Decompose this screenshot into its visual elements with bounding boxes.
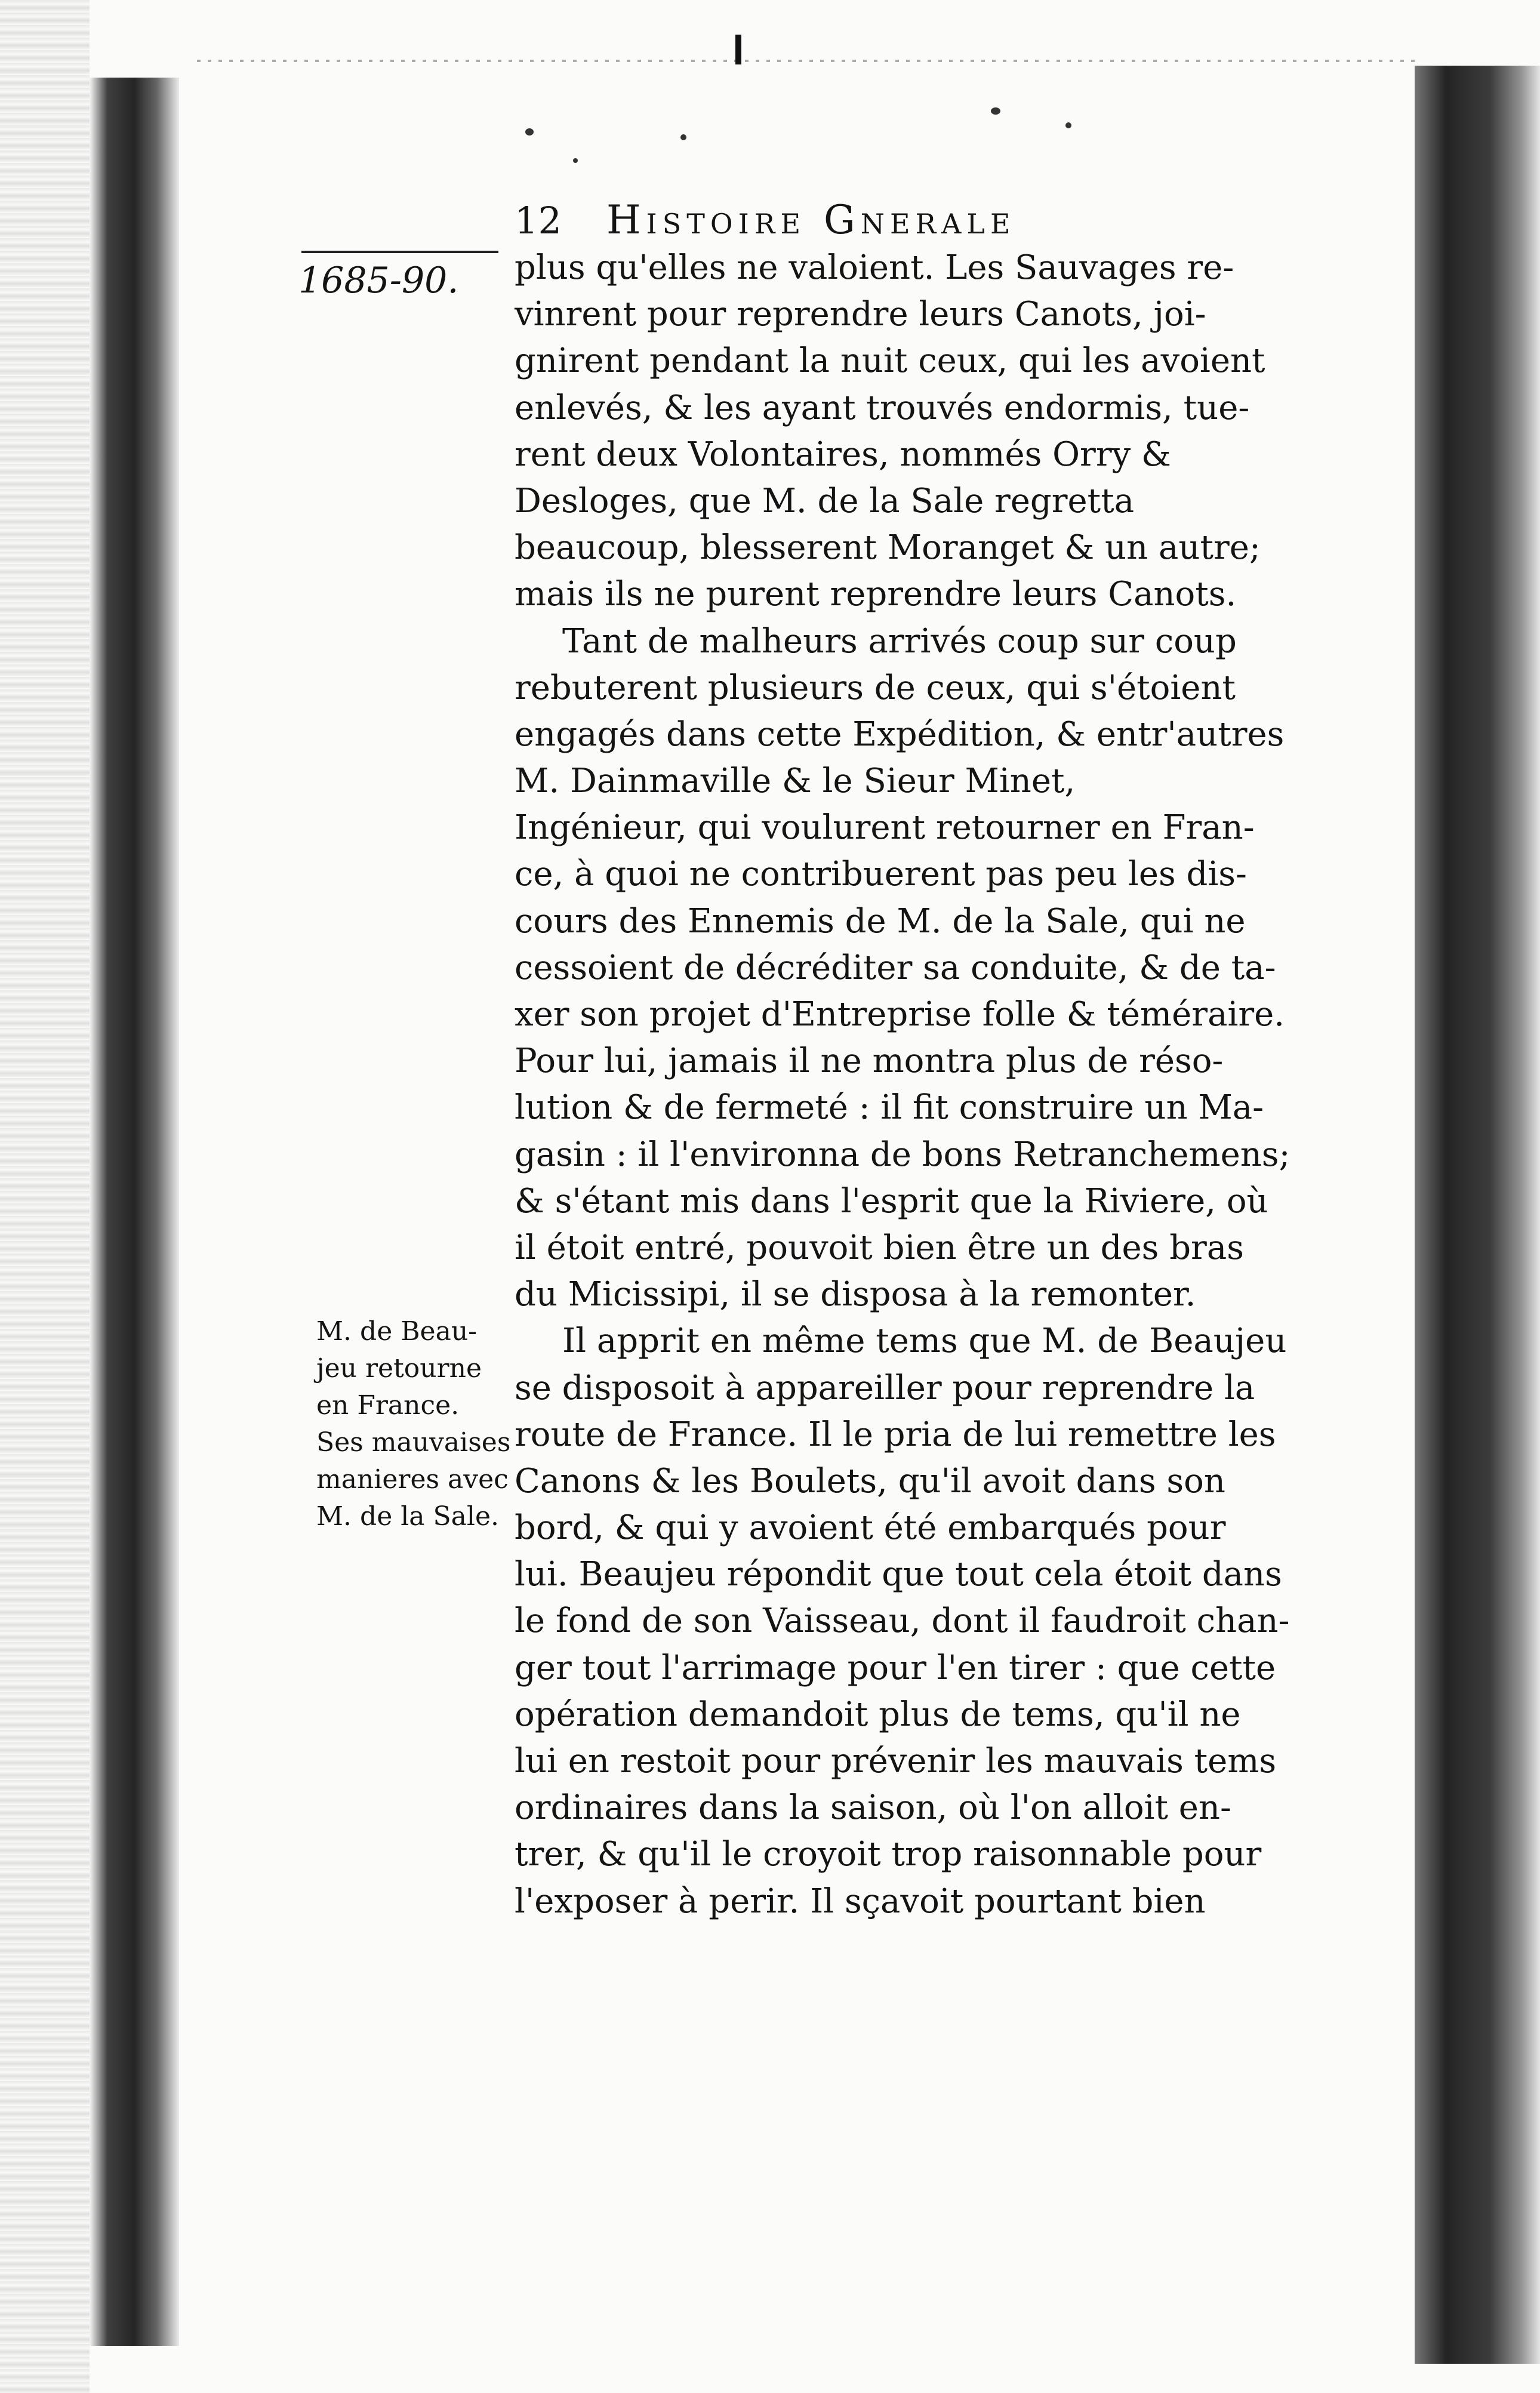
top-scan-mark bbox=[735, 35, 741, 64]
ink-speck bbox=[680, 134, 686, 140]
text-line: Canons & les Boulets, qu'il avoit dans son bbox=[515, 1461, 1225, 1501]
sidenote-line: M. de Beau- bbox=[316, 1316, 478, 1347]
left-scan-fringe bbox=[0, 0, 90, 2393]
sidenote-line: Ses mauvaises bbox=[316, 1427, 511, 1458]
margin-date: 1685-90. bbox=[298, 260, 459, 301]
ink-speck bbox=[525, 128, 534, 135]
top-scan-border bbox=[197, 60, 1415, 62]
text-line: & s'étant mis dans l'esprit que la Riviere, où bbox=[515, 1181, 1268, 1221]
text-line: ger tout l'arrimage pour l'en tirer : que cette bbox=[515, 1648, 1276, 1687]
text-line: Pour lui, jamais il ne montra plus de réso- bbox=[515, 1042, 1224, 1081]
text-line: engagés dans cette Expédition, & entr'autres bbox=[515, 714, 1285, 754]
ink-speck bbox=[991, 107, 1000, 115]
text-line: gasin : il l'environna de bons Retranchemens; bbox=[515, 1135, 1290, 1174]
body-text bbox=[515, 245, 1338, 1925]
text-line: bord, & qui y avoient été embarqués pour bbox=[515, 1508, 1226, 1548]
sidenote-line: jeu retourne bbox=[316, 1353, 482, 1384]
text-line: rebuterent plusieurs de ceux, qui s'étoient bbox=[515, 668, 1236, 707]
text-line: trer, & qu'il le croyoit trop raisonnable pour bbox=[515, 1835, 1262, 1874]
text-line: beaucoup, blesserent Moranget & un autre; bbox=[515, 528, 1261, 568]
text-line: vinrent pour reprendre leurs Canots, joi- bbox=[515, 295, 1206, 334]
ink-speck bbox=[573, 158, 578, 163]
left-binding-shadow bbox=[90, 78, 179, 2346]
text-line: xer son projet d'Entreprise folle & téméraire. bbox=[515, 995, 1285, 1034]
text-line: se disposoit à appareiller pour reprendre la bbox=[515, 1368, 1255, 1408]
text-line: du Micissipi, il se disposa à la remonter. bbox=[515, 1275, 1196, 1314]
sidenote-line: en France. bbox=[316, 1390, 460, 1421]
text-line: ordinaires dans la saison, où l'on alloit en- bbox=[515, 1788, 1231, 1828]
paragraph-first-line: Il apprit en même tems que M. de Beaujeu bbox=[562, 1322, 1287, 1361]
text-line: opération demandoit plus de tems, qu'il ne bbox=[515, 1695, 1241, 1734]
text-line: lution & de fermeté : il fit construire un Ma- bbox=[515, 1088, 1264, 1128]
text-line: lui. Beaujeu répondit que tout cela étoit dans bbox=[515, 1555, 1282, 1594]
text-line: enlevés, & les ayant trouvés endormis, tue- bbox=[515, 388, 1250, 427]
text-line: route de France. Il le pria de lui remettre les bbox=[515, 1415, 1276, 1454]
text-line: rent deux Volontaires, nommés Orry & bbox=[515, 435, 1171, 474]
margin-sidenote bbox=[316, 1313, 513, 1535]
ink-speck bbox=[1065, 122, 1071, 128]
right-page-edge-shadow bbox=[1415, 66, 1540, 2364]
sidenote-line: manieres avec bbox=[316, 1464, 509, 1495]
sidenote-line: M. de la Sale. bbox=[316, 1501, 499, 1532]
margin-date-rule bbox=[301, 251, 498, 253]
text-line: gnirent pendant la nuit ceux, qui les avoient bbox=[515, 341, 1265, 381]
text-line: mais ils ne purent reprendre leurs Canots. bbox=[515, 575, 1237, 614]
page-number: 12 bbox=[515, 199, 562, 242]
text-line: lui en restoit pour prévenir les mauvais tems bbox=[515, 1742, 1277, 1781]
text-line: M. Dainmaville & le Sieur Minet, bbox=[515, 762, 1076, 801]
running-title: Histoire Gnerale bbox=[606, 197, 1016, 243]
text-line: il étoit entré, pouvoit bien être un des bras bbox=[515, 1228, 1244, 1267]
text-line: ce, à quoi ne contribuerent pas peu les dis- bbox=[515, 855, 1247, 894]
text-line: l'exposer à perir. Il sçavoit pourtant bien bbox=[515, 1881, 1206, 1921]
text-line: cessoient de décréditer sa conduite, & de ta- bbox=[515, 948, 1276, 987]
text-line: plus qu'elles ne valoient. Les Sauvages re- bbox=[515, 248, 1234, 287]
paragraph-first-line: Tant de malheurs arrivés coup sur coup bbox=[562, 621, 1237, 661]
text-line: cours des Ennemis de M. de la Sale, qui ne bbox=[515, 901, 1246, 941]
text-line: Ingénieur, qui voulurent retourner en Fran- bbox=[515, 808, 1255, 848]
text-line: Desloges, que M. de la Sale regretta bbox=[515, 481, 1135, 521]
text-line: le fond de son Vaisseau, dont il faudroit chan- bbox=[515, 1602, 1290, 1641]
